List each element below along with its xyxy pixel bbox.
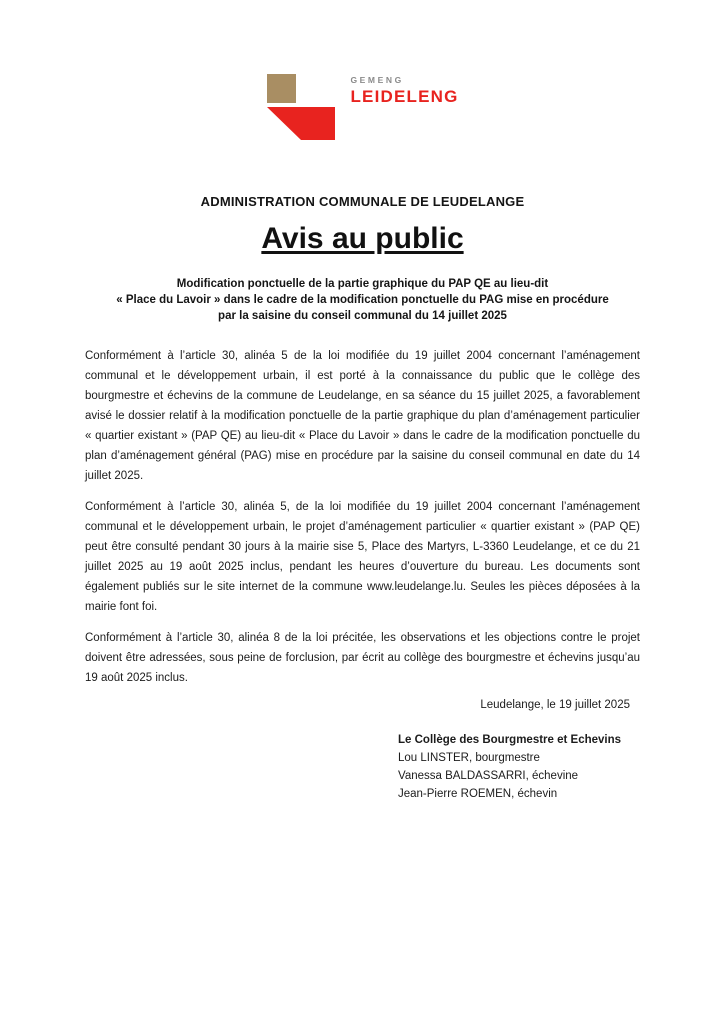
subtitle-line-2: « Place du Lavoir » dans le cadre de la modification ponctuelle du PAG mise en procédure bbox=[116, 294, 609, 306]
signature-block bbox=[398, 731, 640, 803]
dateline: Leudelange, le 19 juillet 2025 bbox=[480, 699, 630, 711]
logo-gemeng-label: GEMENG bbox=[350, 75, 404, 85]
signatory-alderwoman: Vanessa BALDASSARRI, échevine bbox=[398, 770, 579, 782]
leudelange-logo-icon bbox=[266, 72, 338, 142]
signatory-mayor: Lou LINSTER, bourgmestre bbox=[398, 752, 540, 764]
subtitle-line-3: par la saisine du conseil communal du 14 juillet 2025 bbox=[218, 310, 507, 322]
paragraph-2: Conformément à l’article 30, alinéa 5, de la loi modifiée du 19 juillet 2004 concernant l’aménagement communal et le développement urbain, le projet d’aménagement particulier « quartier existant » (PAP QE) peut être consulté pendant 30 jours à la mairie sise 5, Place des Martyrs, L-3360 Leudelange, et ce du 21 juillet 2025 au 19 août 2025 inclus, pendant les heures d’ouverture du bureau. Les documents sont également publiés sur le site internet de la commune www.leudelange.lu. Seules les pièces déposées à la mairie font foi. bbox=[85, 501, 640, 613]
paragraph-3: Conformément à l’article 30, alinéa 8 de la loi précitée, les observations et les objections contre le projet doivent être adressées, sous peine de forclusion, par écrit au collège des bourgmestre et échevins jusqu’au 19 août 2025 inclus. bbox=[85, 632, 640, 684]
signatory-alderman: Jean-Pierre ROEMEN, échevin bbox=[398, 788, 558, 800]
paragraph-1: Conformément à l’article 30, alinéa 5 de la loi modifiée du 19 juillet 2004 concernant l’aménagement communal et le développement urbain, il est porté à la connaissance du public que le collège des bourgmestre et échevins de la commune de Leudelange, en sa séance du 15 juillet 2025, a favorablement avisé le dossier relatif à la modification ponctuelle de la partie graphique du plan d’aménagement particulier « quartier existant » (PAP QE) au lieu-dit « Place du Lavoir » dans le cadre de la modification ponctuelle du plan d’aménagement général (PAG) mise en procédure par la saisine du conseil communal en date du 14 juillet 2025. bbox=[85, 350, 640, 482]
logo-red-flag bbox=[267, 107, 335, 140]
logo-tan-square bbox=[267, 74, 296, 103]
notice-body bbox=[85, 346, 640, 688]
notice-subtitle bbox=[85, 276, 640, 324]
signatories-title: Le Collège des Bourgmestre et Echevins bbox=[398, 734, 622, 746]
commune-logo bbox=[85, 72, 640, 144]
logo-leideleng-label: LEIDELENG bbox=[350, 87, 459, 106]
page-title: Avis au public bbox=[261, 222, 464, 255]
administration-heading: ADMINISTRATION COMMUNALE DE LEUDELANGE bbox=[200, 194, 525, 209]
logo-wordmark bbox=[350, 72, 458, 107]
subtitle-line-1: Modification ponctuelle de la partie graphique du PAP QE au lieu-dit bbox=[176, 278, 549, 290]
